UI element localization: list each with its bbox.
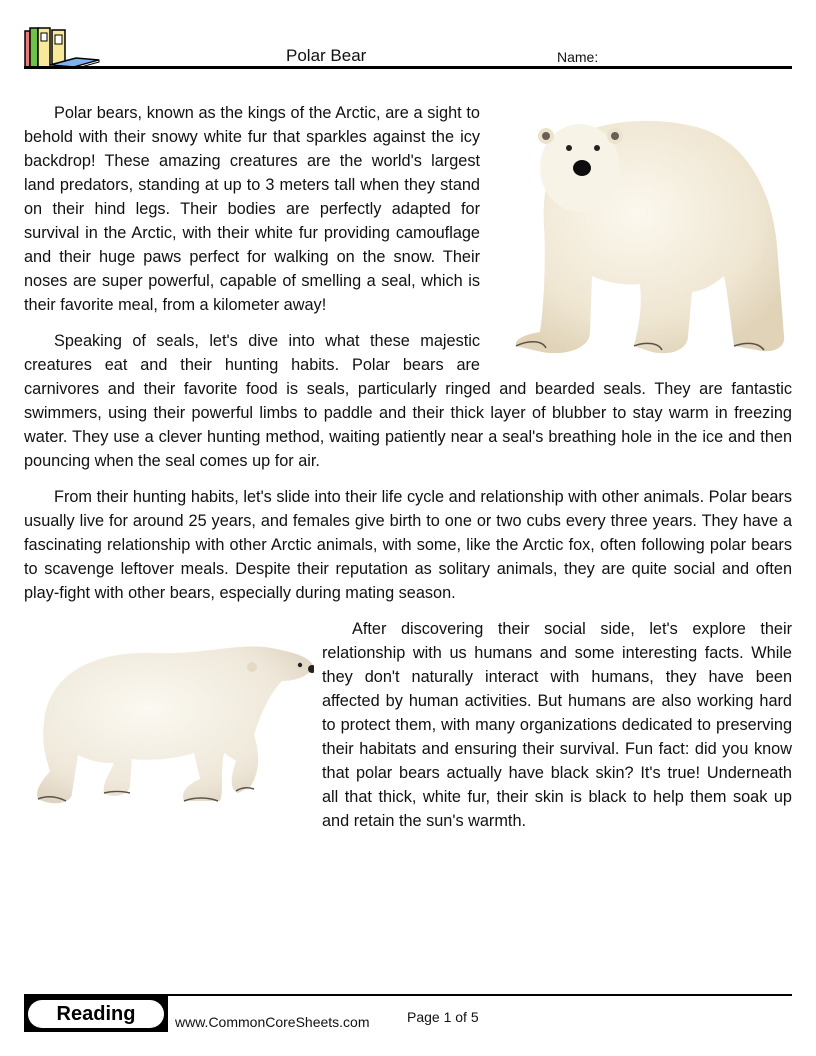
article-body [24, 101, 792, 845]
paragraph-3: From their hunting habits, let's slide into their life cycle and relationship with other animals. Polar bears usually live for around 25 years, and females give birth to one or two cubs every three years. They have a fascinating relationship with other Arctic animals, with some, like the Arctic fox, often following polar bears to scavenge leftover meals. Despite their reputation as solitary animals, they are quite social and often play-fight with other bears, especially during mating season. [24, 488, 792, 602]
books-icon [24, 25, 102, 69]
page-header [24, 22, 792, 70]
paragraph-2: Speaking of seals, let's dive into what these majestic creatures eat and their hunting habits. Polar bears are carnivores and their favorite food is seals, particularly ringed and bearded seals. They are fantastic swimmers, using their powerful limbs to paddle and their thick layer of blubber to stay warm in freezing water. They use a clever hunting method, waiting patiently near a seal's breathing hole in the ice and then pouncing when the seal comes up for air. [24, 332, 792, 470]
paragraph-4: After discovering their social side, let's explore their relationship with us humans and some interesting facts. While they don't naturally interact with humans, they have been affected by human activities. But humans are also working hard to protect them, with many organizations dedicated to preserving their habitats and ensuring their survival. Fun fact: did you know that polar bears actually have black skin? It's true! Underneath all that thick, white fur, their skin is black to help them soak up and retain the sun's warmth. [322, 620, 792, 830]
paragraph-1: Polar bears, known as the kings of the Arctic, are a sight to behold with their snowy white fur that sparkles against the icy backdrop! These amazing creatures are the world's largest land predators, standing at up to 3 meters tall when they stand on their hind legs. Their bodies are perfectly adapted for survival in the Arctic, with their white fur providing camouflage and their huge paws perfect for walking on the snow. Their noses are super powerful, capable of smelling a seal, which is their favorite meal, from a kilometer away! [24, 104, 480, 314]
polar-bear-walking-image [14, 623, 314, 823]
page-footer [24, 994, 792, 1034]
polar-bear-standing-image [502, 106, 802, 362]
website-link[interactable]: www.CommonCoreSheets.com [175, 1014, 370, 1030]
header-divider [24, 66, 792, 69]
reading-badge [24, 996, 168, 1032]
page-title: Polar Bear [286, 46, 367, 65]
reading-badge-label: Reading [28, 1000, 164, 1028]
name-label: Name: [557, 49, 599, 65]
page-indicator: Page 1 of 5 [407, 1009, 479, 1025]
